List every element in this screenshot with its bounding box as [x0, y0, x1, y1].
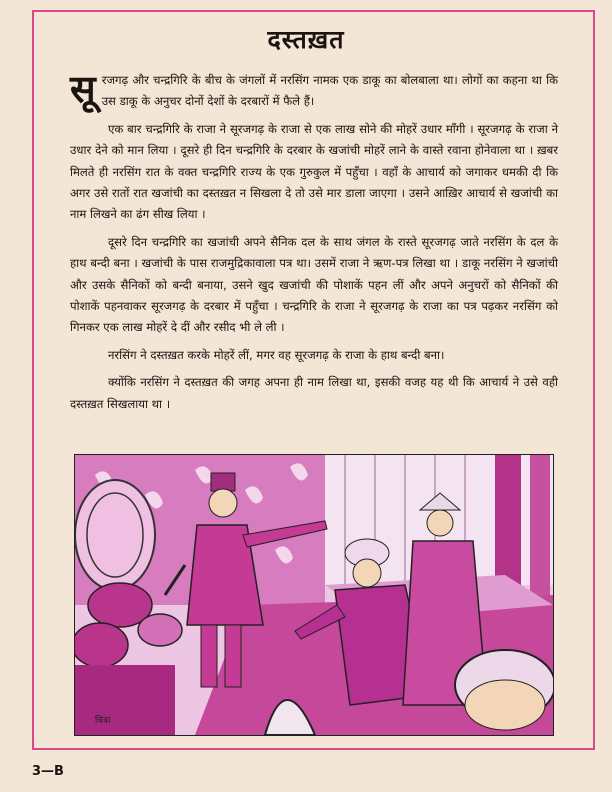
story-paragraph-1: सूरजगढ़ और चन्द्रगिरि के बीच के जंगलों में नरसिंग नामक एक डाकू का बोलबाला था। लोगों का कहना था कि उस डाकू के अनुचर दोनों देशों के दरबारों में फैले हैं। — [70, 67, 558, 111]
story-paragraph-5: क्योंकि नरसिंग ने दस्तख़त की जगह अपना ही नाम लिखा था, इसकी वजह यह थी कि आचार्य ने उसे वही दस्तख़त सिखलाया था । — [70, 375, 558, 411]
story-illustration — [74, 454, 554, 736]
artist-signature: चित्रा — [95, 716, 111, 726]
story-paragraph-2: एक बार चन्द्रगिरि के राजा ने सूरजगढ़ के राजा से एक लाख सोने की मोहरें उधार माँगी । सूरजगढ़ के राजा ने उधार देने को मान लिया । दूसरे ही दिन चन्द्रगिरि के दरबार के खजांची मोहरें लाने के वास्ते रवाना होनेवाला था । ख़बर मिलते ही नरसिंग रात के वक्त चन्द्रगिरि राज्य के एक गुरुकुल में पहुँचा । वहाँ के आचार्य को जगाकर धमकी दी कि अगर उसे रातों रात खजांची का दस्तख़त न सिखला दे तो उसे मार डाला जाएगा । उसने आख़िर आचार्य से खजांची का नाम लिखने का ढंग सीख लिया । — [70, 121, 558, 222]
story-text — [70, 67, 558, 421]
story-paragraph-3: दूसरे दिन चन्द्रगिरि का खजांची अपने सैनिक दल के साथ जंगल के रास्ते सूरजगढ़ जाते नरसिंग के दल के हाथ बन्दी बना । खजांची के पास राजमुद्रिकावाला पत्र था। उसमें राजा ने ऋण-पत्र लिखा था । डाकू नरसिंग ने खजांची और उसके सैनिकों को बन्दी बनाया, उसने खुद खजांची की पोशाकें पहन लीं और अपने अनुचरों को सैनिकों की पोशाकें पहनवाकर सूरजगढ़ के दरबार में पहुँचा । चन्द्रगिरि के राजा ने सूरजगढ़ के राजा का पत्र पढ़कर नरसिंग को गिनकर एक लाख मोहरें दे दीं और रसीद भी ले ली । — [70, 234, 558, 335]
drop-cap: सू — [70, 67, 96, 111]
story-paragraph-4: नरसिंग ने दस्तख़त करके मोहरें लीं, मगर वह सूरजगढ़ के राजा के हाथ बन्दी बना। — [108, 347, 445, 362]
story-title: दस्तख़त — [267, 25, 345, 54]
page-number: 3—B — [32, 764, 64, 779]
